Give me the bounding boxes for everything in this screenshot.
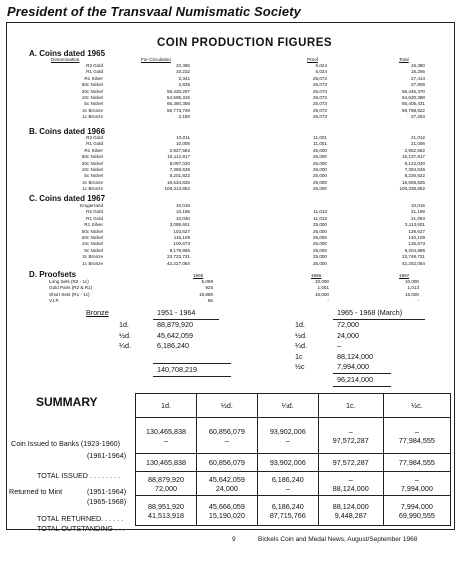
list-item: ½d.: [295, 330, 307, 340]
list-item: 1c Bronze: [82, 114, 103, 120]
proofset-1967-values: [387, 279, 419, 305]
list-item: 10,000: [314, 279, 329, 284]
list-item: 27,414: [410, 75, 425, 81]
list-item: Gold Pairs (R2 & R1): [49, 285, 93, 291]
list-item: 10,155: [175, 209, 190, 215]
total-returned-label: TOTAL RETURNED. . . . . .: [37, 514, 124, 523]
section-a-denoms: [47, 63, 103, 121]
section-c-circulation: [132, 203, 190, 267]
list-item: 16,256: [410, 69, 425, 75]
list-item: 65,380,358: [167, 101, 190, 107]
list-item: 16,137,817: [402, 154, 425, 160]
section-b-heading: B. Coins dated 1966: [29, 127, 106, 136]
list-item: 20c Nickel: [81, 235, 103, 241]
summary-cell: – 7,994,000: [383, 472, 450, 496]
list-item: –: [337, 341, 341, 350]
list-item: 100,673: [173, 241, 190, 247]
list-item: 9,204,896: [404, 247, 425, 253]
list-item: ¼d.: [119, 341, 131, 350]
section-c-proof: [297, 203, 327, 267]
summary-cell: 88,124,000 9,448,287: [318, 496, 383, 526]
col-denomination-header: Denomination: [51, 57, 80, 62]
list-item: 25,073: [312, 82, 327, 88]
list-item: ½d.: [119, 330, 131, 340]
list-item: 25,000: [312, 235, 327, 241]
list-item: 5,099: [201, 279, 213, 284]
summary-totals-row: [136, 496, 451, 526]
list-item: R1 Silver: [84, 147, 103, 153]
list-item: 7,994,000: [337, 362, 369, 371]
list-item: 10c Nickel: [81, 95, 103, 101]
list-item: 2c Bronze: [82, 179, 103, 185]
list-item: 25,073: [312, 95, 327, 101]
summary-cell: 130,465,838 –: [136, 418, 197, 454]
list-item: Krugerrand: [80, 203, 103, 208]
bronze-left-values: [157, 320, 193, 352]
bronze-left-total-rule-bottom: [153, 376, 231, 377]
list-item: 25,000: [312, 254, 327, 260]
summary-cell: 130,465,838: [136, 454, 197, 472]
list-item: 115,109: [173, 235, 190, 241]
list-item: 50c Nickel: [81, 228, 103, 234]
list-item: 25,073: [312, 101, 327, 107]
summary-cell: 45,666,059 15,190,020: [196, 496, 257, 526]
list-item: 128,627: [408, 228, 425, 234]
section-a-heading: A. Coins dated 1965: [29, 49, 106, 58]
list-item: 10,015: [410, 203, 425, 208]
list-item: R1 Gold: [86, 215, 103, 221]
list-item: 42,227,064: [167, 260, 190, 266]
list-item: 1,001: [317, 285, 329, 291]
list-item: 23,723,721: [167, 254, 190, 260]
list-item: 21,053: [410, 215, 425, 221]
list-item: 7,369,536: [169, 167, 190, 173]
bronze-left-total-rule: [153, 363, 231, 364]
list-item: -: [327, 298, 329, 304]
summary-col-quarterd: ¼d.: [257, 394, 318, 418]
list-item: 10c Nickel: [81, 241, 103, 247]
list-item: 16,390: [410, 63, 425, 68]
summary-cell: 7,994,000 69,990,555: [383, 496, 450, 526]
list-item: 9,179,896: [169, 247, 190, 253]
section-b-circulation: [132, 135, 190, 193]
list-item: 25,000: [312, 173, 327, 179]
list-item: ½c: [295, 362, 305, 371]
list-item: 54,620,388: [402, 95, 425, 101]
list-item: R2 Gold: [86, 209, 103, 215]
list-item: 18,559,825: [402, 179, 425, 185]
list-item: 45,642,059: [157, 330, 193, 340]
list-item: 21,006: [410, 141, 425, 147]
proofset-1966-values: [297, 279, 329, 305]
returned-sub-b: (1965-1968): [87, 497, 127, 506]
list-item: 25,000: [312, 160, 327, 166]
list-item: 59,773,749: [167, 107, 190, 113]
bronze-right-total-rule-bottom: [333, 386, 391, 387]
list-item: 10,015: [175, 203, 190, 208]
list-item: R1 Gold: [86, 69, 103, 75]
list-item: R1 Silver: [84, 222, 103, 228]
list-item: 2,180: [178, 114, 190, 120]
list-item: 58,420,297: [167, 88, 190, 94]
list-item: 85: [207, 298, 213, 304]
bronze-right-values: [337, 320, 373, 373]
section-a-proof: [297, 63, 327, 121]
list-item: 25,000: [312, 179, 327, 185]
bronze-right-total-rule: [333, 373, 391, 374]
list-item: 15,000: [404, 291, 419, 297]
list-item: 1d.: [119, 320, 129, 329]
list-item: 19,889: [198, 291, 213, 297]
total-issued-label: TOTAL ISSUED . . . . . . . .: [37, 471, 120, 480]
list-item: 10,365: [175, 63, 190, 68]
list-item: 100,313,852: [164, 186, 190, 192]
section-c-denoms: [47, 203, 103, 267]
summary-cell: 88,879,920 72,000: [136, 472, 197, 496]
list-item: 8,122,030: [404, 160, 425, 166]
list-item: 5c Nickel: [84, 247, 103, 253]
returned-label: Returned to Mint: [9, 487, 63, 496]
list-item: 8,226,822: [404, 173, 425, 179]
list-item: 10,232: [175, 69, 190, 75]
list-item: 23,748,721: [402, 254, 425, 260]
list-item: 25,000: [312, 167, 327, 173]
summary-col-halfc: ½c.: [383, 394, 450, 418]
list-item: 8,097,030: [169, 160, 190, 166]
list-item: 54,595,316: [167, 95, 190, 101]
list-item: 21,012: [410, 135, 425, 140]
list-item: 59,798,822: [402, 107, 425, 113]
summary-cell: 88,951,920 41,513,918: [136, 496, 197, 526]
list-item: V.I.P.: [49, 298, 60, 304]
proofset-items: [49, 279, 92, 305]
list-item: 1c: [295, 351, 303, 361]
col-total-header: Total: [399, 57, 409, 62]
summary-total-issued-row: [136, 454, 451, 472]
bronze-right-heading: 1965 - 1968 (March): [337, 308, 403, 317]
list-item: 6,024: [315, 63, 327, 68]
list-item: 1d.: [295, 320, 305, 329]
list-item: 24,000: [337, 330, 359, 340]
list-item: 25,000: [312, 147, 327, 153]
list-item: ¼d.: [295, 341, 307, 350]
list-item: 27,908: [410, 82, 425, 88]
list-item: 925: [205, 285, 213, 291]
summary-col-halfd: ½d.: [196, 394, 257, 418]
list-item: 88,124,000: [337, 351, 373, 361]
summary-header-row: [136, 394, 451, 418]
bronze-label: Bronze: [86, 308, 109, 317]
list-item: 10,011: [176, 135, 190, 140]
list-item: 15,000: [314, 291, 329, 297]
list-item: R1 Gold: [86, 141, 103, 147]
list-item: 25,000: [312, 241, 327, 247]
summary-cell: 93,902,006 –: [257, 418, 318, 454]
list-item: 25,000: [312, 247, 327, 253]
list-item: 50c Nickel: [81, 154, 103, 160]
summary-cell: 93,902,006: [257, 454, 318, 472]
summary-cell: – 97,572,287: [318, 418, 383, 454]
list-item: 6,186,240: [157, 341, 189, 350]
summary-issued-row: [136, 418, 451, 454]
summary-cell: 60,856,079: [196, 454, 257, 472]
list-item: 88,879,920: [157, 320, 193, 329]
list-item: 11,001: [313, 135, 327, 140]
bronze-right-denoms: [295, 320, 307, 373]
summary-returned-row: [136, 472, 451, 496]
section-c-total: [385, 203, 425, 267]
proofset-1965-values: [177, 279, 213, 305]
list-item: 125,673: [408, 241, 425, 247]
list-item: 3,088,601: [169, 222, 190, 228]
list-item: 5c Nickel: [84, 101, 103, 107]
list-item: 25,073: [312, 107, 327, 113]
list-item: -: [417, 298, 419, 304]
total-outstanding-label: TOTAL OUTSTANDING . . .: [37, 524, 125, 533]
list-item: 25,073: [312, 114, 327, 120]
section-b-proof: [297, 135, 327, 193]
list-item: 25,000: [312, 260, 327, 266]
summary-cell: – 77,984,555: [383, 418, 450, 454]
summary-cell: 6,186,240 87,715,766: [257, 496, 318, 526]
summary-col-1c: 1c.: [318, 394, 383, 418]
list-item: 8,201,822: [169, 173, 190, 179]
summary-title: SUMMARY: [36, 395, 98, 409]
col-proof-header: Proof: [307, 57, 318, 62]
list-item: 72,000: [337, 320, 359, 329]
list-item: 7,394,536: [404, 167, 425, 173]
list-item: 3,113,601: [404, 222, 425, 228]
summary-cell: 60,856,079 –: [196, 418, 257, 454]
list-item: 25,000: [312, 186, 327, 192]
bronze-left-denoms: [119, 320, 131, 352]
issued-label: Coin Issued to Banks (1923-1960): [11, 439, 121, 448]
list-item: 2,341: [178, 75, 190, 81]
list-item: R1 Silver: [84, 75, 103, 81]
summary-cell: – 88,124,000: [318, 472, 383, 496]
list-item: 140,109: [408, 235, 425, 241]
page-header: President of the Transvaal Numismatic Society: [7, 4, 301, 19]
list-item: 11,013: [313, 215, 327, 221]
list-item: 1c Bronze: [82, 186, 103, 192]
list-item: R2 Gold: [86, 63, 103, 68]
list-item: 10,005: [175, 141, 190, 147]
section-d-heading: D. Proofsets: [29, 270, 77, 279]
list-item: 2c Bronze: [82, 107, 103, 113]
list-item: 2,927,582: [169, 147, 190, 153]
list-item: 27,253: [410, 114, 425, 120]
footer-source: Bickels Coin and Medal News, August/September 1968: [258, 536, 418, 543]
list-item: 5c Nickel: [84, 173, 103, 179]
page-number: 9: [232, 536, 236, 543]
proofset-1966-header: 1966: [311, 273, 322, 278]
bronze-right-total: 96,214,000: [337, 375, 373, 384]
list-item: R2 Gold: [86, 135, 103, 140]
list-item: 2,835: [178, 82, 190, 88]
section-a-total: [385, 63, 425, 121]
list-item: Long Sets (R2 - 1c): [49, 279, 89, 284]
summary-cell: 77,984,555: [383, 454, 450, 472]
list-item: 25,000: [312, 154, 327, 160]
col-circulation-header: For Circulation: [141, 57, 171, 62]
proofset-1967-header: 1967: [399, 273, 410, 278]
list-item: 58,445,370: [402, 88, 425, 94]
list-item: 16,112,817: [167, 154, 190, 160]
document-title: COIN PRODUCTION FIGURES: [157, 37, 333, 49]
bronze-left-heading: 1951 - 1964: [157, 308, 196, 317]
list-item: Short Sets (R1 - 1c): [49, 291, 90, 297]
list-item: 25,000: [312, 222, 327, 228]
document-page: [6, 22, 455, 533]
section-b-total: [385, 135, 425, 193]
list-item: 10c Nickel: [81, 167, 103, 173]
list-item: 20c Nickel: [81, 160, 103, 166]
list-item: 18,534,825: [167, 179, 190, 185]
summary-cell: 45,642,059 24,000: [196, 472, 257, 496]
proofset-1965-header: 1965: [193, 273, 204, 278]
returned-sub-a: (1951-1964): [87, 487, 127, 496]
list-item: 100,338,852: [399, 186, 425, 192]
bronze-left-total: 140,708,219: [157, 365, 197, 374]
list-item: 1c Bronze: [82, 260, 103, 266]
list-item: 42,252,064: [402, 260, 425, 266]
list-item: 65,405,431: [402, 101, 425, 107]
list-item: 2c Bronze: [82, 254, 103, 260]
section-a-circulation: [132, 63, 190, 121]
list-item: 20c Nickel: [81, 88, 103, 94]
list-item: 11,013: [313, 209, 327, 215]
list-item: 10,000: [404, 279, 419, 284]
summary-cell: 6,186,240 –: [257, 472, 318, 496]
list-item: 25,000: [312, 228, 327, 234]
summary-table: [135, 393, 451, 526]
list-item: 103,627: [173, 228, 190, 234]
list-item: 25,073: [312, 88, 327, 94]
section-c-heading: C. Coins dated 1967: [29, 194, 106, 203]
list-item: 10,040: [175, 215, 190, 221]
list-item: 25,073: [312, 75, 327, 81]
list-item: 2,952,582: [404, 147, 425, 153]
list-item: 50c Nickel: [81, 82, 103, 88]
list-item: 11,001: [313, 141, 327, 147]
summary-col-1d: 1d.: [136, 394, 197, 418]
list-item: 1,013: [407, 285, 419, 291]
summary-cell: 97,572,287: [318, 454, 383, 472]
issued-label-2: (1961-1964): [87, 451, 127, 460]
list-item: 6,024: [315, 69, 327, 75]
list-item: 21,169: [410, 209, 425, 215]
section-b-denoms: [47, 135, 103, 193]
